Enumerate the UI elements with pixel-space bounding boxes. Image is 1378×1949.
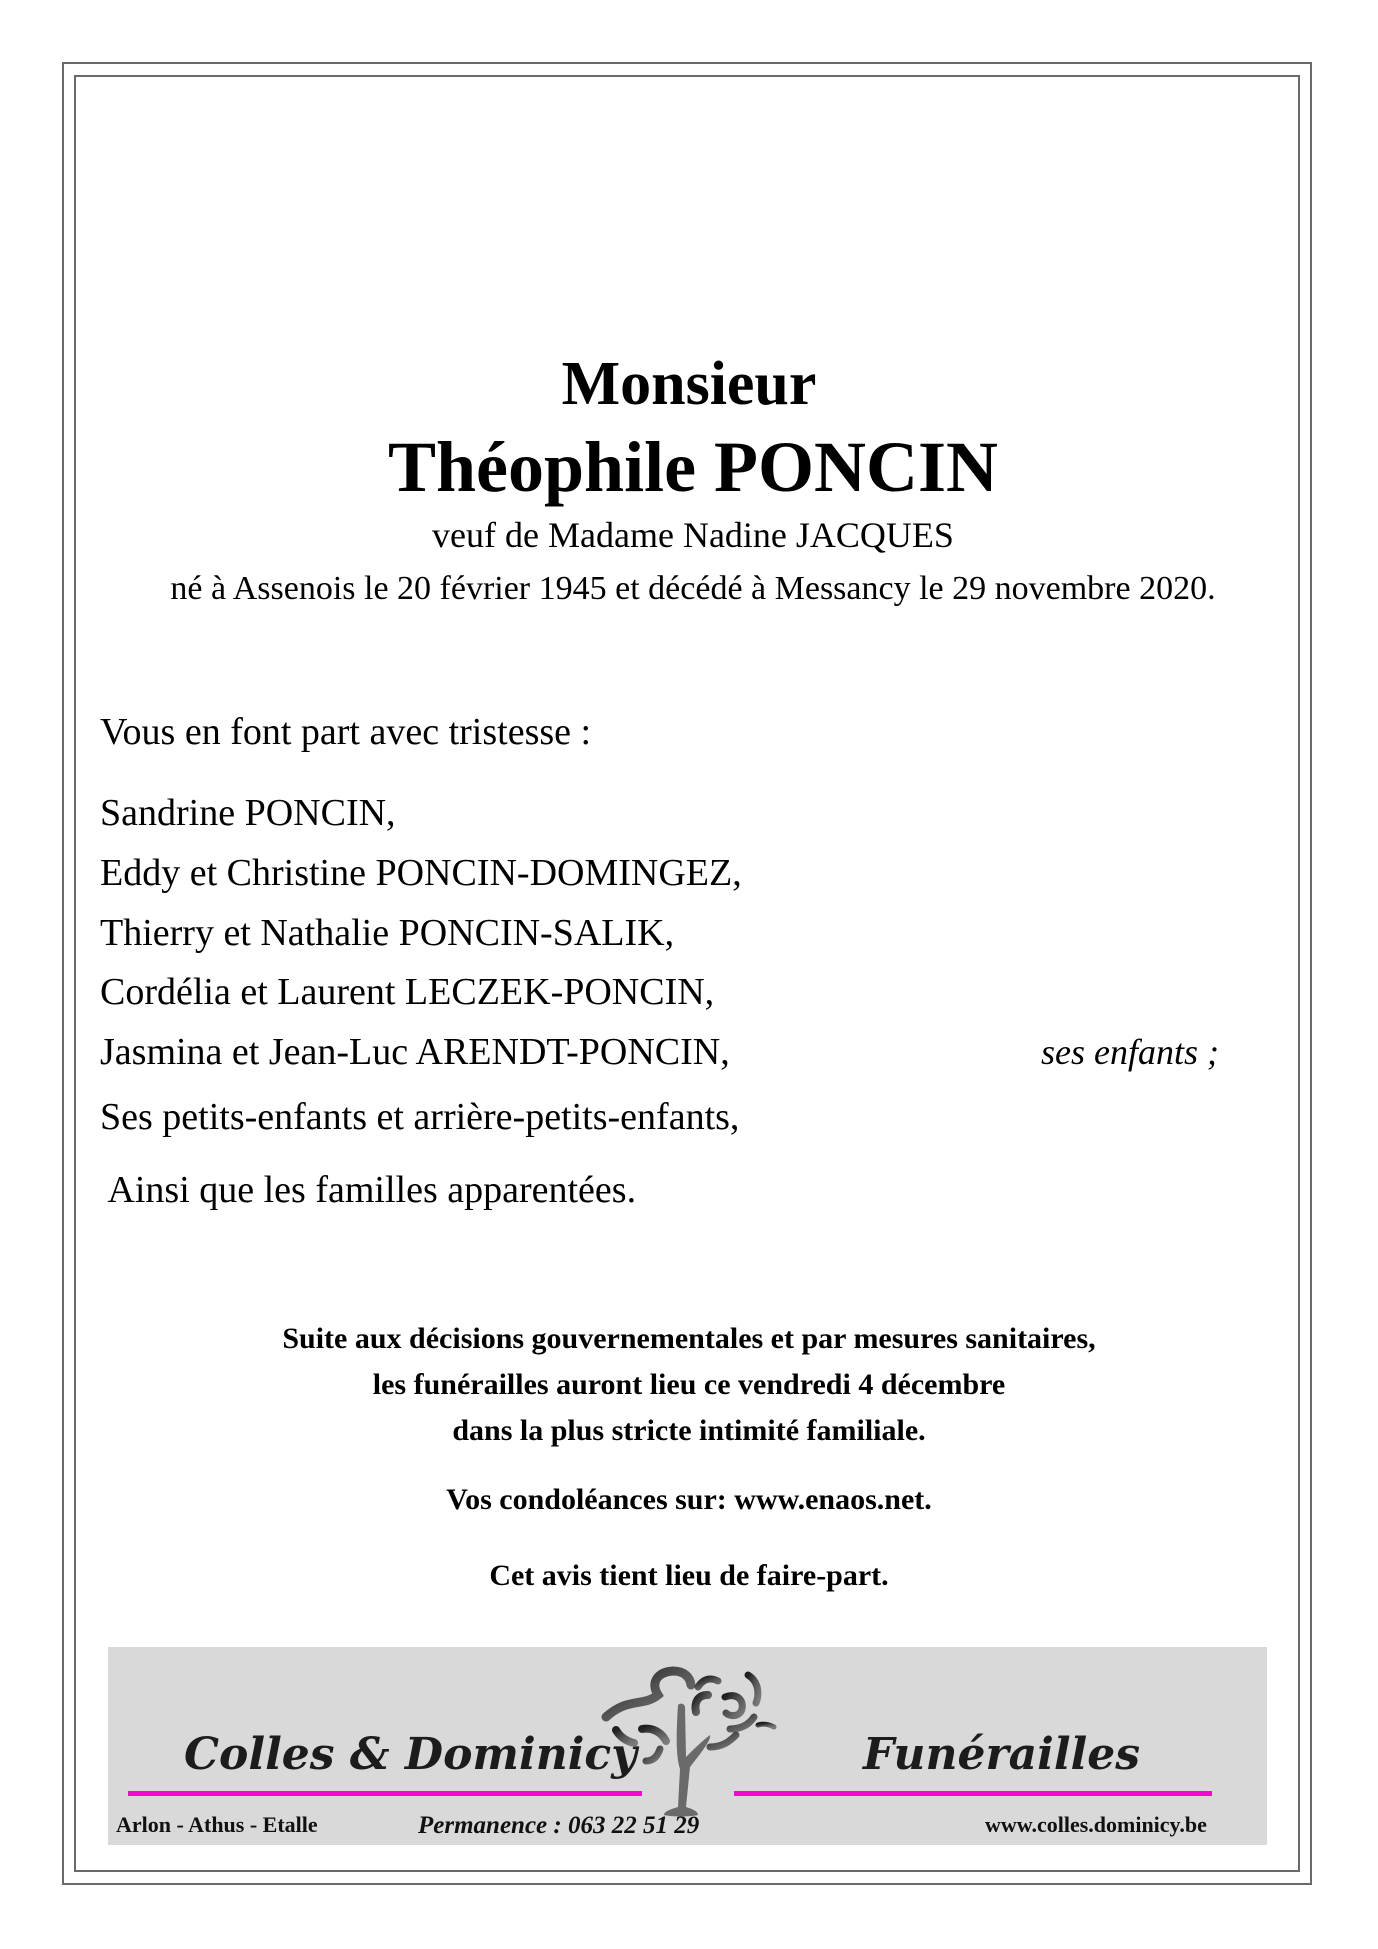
child-entry: Sandrine PONCIN, [100,792,396,834]
child-entry: Thierry et Nathalie PONCIN-SALIK, [100,912,675,954]
tree-icon [598,1657,783,1822]
child-entry: Cordélia et Laurent LECZEK-PONCIN, [100,971,715,1013]
honorific: Monsieur [561,350,817,418]
spouse-line: veuf de Madame Nadine JACQUES [432,515,954,555]
funeral-home-service: Funérailles [863,1729,1141,1780]
deceased-name: Théophile PONCIN [387,427,999,507]
relatives-line: Ainsi que les familles apparentées. [100,1169,637,1211]
child-entry: Eddy et Christine PONCIN-DOMINGEZ, [100,852,742,894]
notice-line: dans la plus stricte intimité familiale. [452,1414,926,1447]
funeral-home-locations: Arlon - Athus - Etalle [116,1812,318,1837]
funeral-home-name: Colles & Dominicy [184,1729,637,1780]
children-label: ses enfants ; [1041,1032,1219,1072]
family-intro: Vous en font part avec tristesse : [100,711,592,753]
funeral-home-phone: Permanence : 063 22 51 29 [418,1812,700,1839]
faire-part-line: Cet avis tient lieu de faire-part. [489,1559,889,1592]
notice-line: Suite aux décisions gouvernementales et par mesures sanitaires, [282,1322,1096,1355]
notice-line: les funérailles auront lieu ce vendredi 4 décembre [372,1368,1006,1401]
accent-line-right [734,1791,1212,1796]
condolences-line: Vos condoléances sur: www.enaos.net. [446,1483,932,1516]
funeral-home-banner [108,1647,1267,1845]
accent-line-left [128,1791,642,1796]
birth-death-line: né à Assenois le 20 février 1945 et décédé à Messancy le 29 novembre 2020. [170,570,1216,607]
funeral-home-website[interactable]: www.colles.dominicy.be [985,1812,1207,1837]
grandchildren-line: Ses petits-enfants et arrière-petits-enfants, [100,1096,740,1138]
child-entry: Jasmina et Jean-Luc ARENDT-PONCIN, [100,1031,730,1073]
